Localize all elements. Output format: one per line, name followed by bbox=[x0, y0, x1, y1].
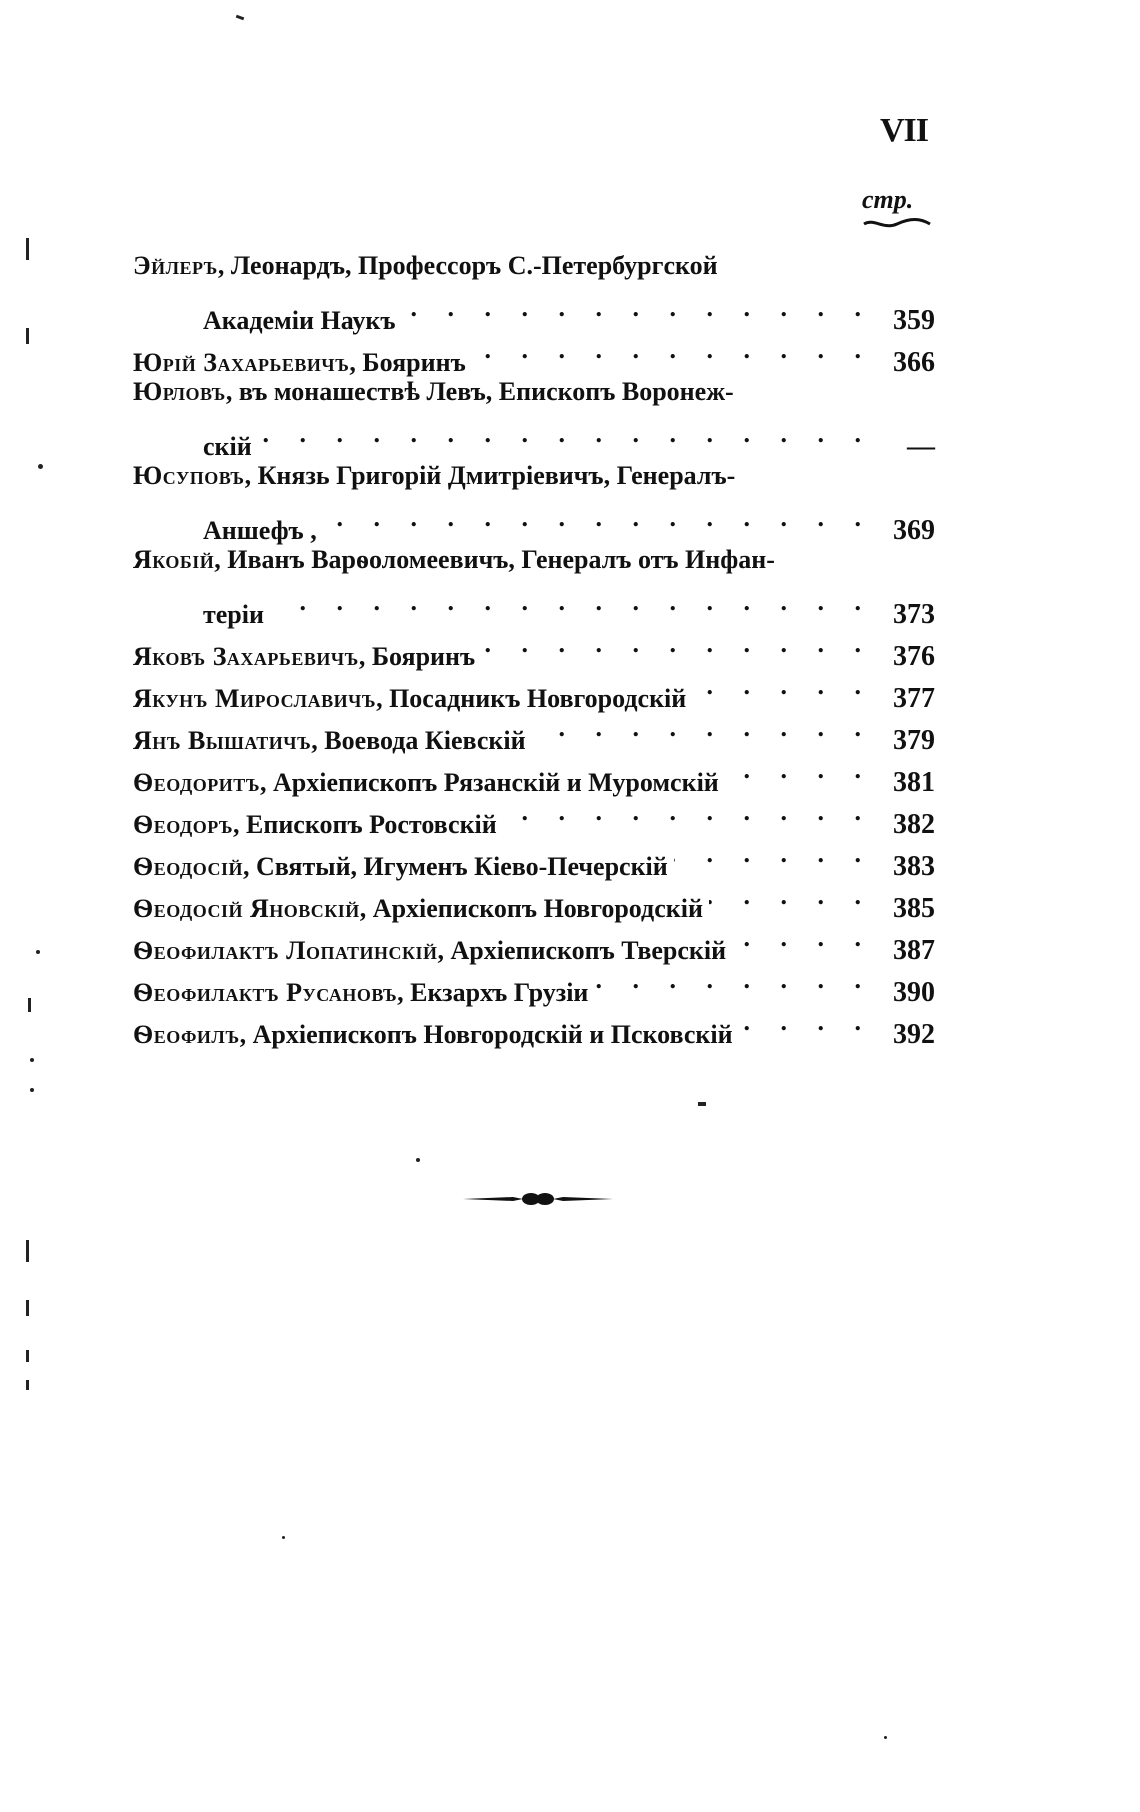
dot-leader bbox=[323, 497, 873, 539]
entry-description: , Князь Григорій Дмитріевичъ, Генералъ- bbox=[244, 461, 736, 490]
dot-leader bbox=[739, 1001, 873, 1043]
entry-description: , Святый, Игуменъ Кіево-Печерскій bbox=[242, 852, 668, 881]
dot-leader bbox=[532, 707, 873, 749]
toc-entry bbox=[133, 1001, 935, 1050]
entry-name: Юрловъ bbox=[133, 377, 226, 406]
entry-name: Яковъ Захарьевичъ bbox=[133, 642, 359, 671]
entry-name: Ѳеофилактъ Русановъ bbox=[133, 978, 398, 1007]
entry-page-number: 385 bbox=[893, 893, 935, 924]
entry-page-number: 382 bbox=[893, 809, 935, 840]
entry-continuation: теріи bbox=[203, 600, 264, 629]
dot-leader bbox=[692, 665, 873, 707]
scan-speck bbox=[884, 1736, 887, 1739]
toc-entry bbox=[133, 539, 935, 630]
scan-speck bbox=[282, 1536, 285, 1539]
entry-page-number: 366 bbox=[893, 347, 935, 378]
toc-entry bbox=[133, 875, 935, 924]
toc-entry bbox=[133, 791, 935, 840]
scan-speck bbox=[236, 15, 245, 21]
ornament-divider bbox=[463, 1188, 613, 1210]
table-of-contents bbox=[133, 245, 935, 1050]
entry-description: , въ монашествѣ Левъ, Епископъ Воронеж- bbox=[225, 377, 734, 406]
entry-page-number: 392 bbox=[893, 1019, 935, 1050]
toc-entry bbox=[133, 707, 935, 756]
scan-speck bbox=[38, 464, 43, 469]
page-column-header: стр. bbox=[862, 185, 914, 214]
column-header-flourish bbox=[862, 218, 932, 230]
scan-speck bbox=[30, 1088, 34, 1092]
entry-page-number: — bbox=[907, 431, 935, 462]
entry-description: , Иванъ Варѳоломеевичъ, Генералъ отъ Инфан- bbox=[214, 545, 775, 574]
entry-description: , Бояринъ bbox=[349, 348, 466, 377]
entry-description: , Екзархъ Грузіи bbox=[397, 978, 589, 1007]
dot-leader bbox=[709, 875, 873, 917]
entry-description: , Посадникъ Новгородскій bbox=[376, 684, 687, 713]
entry-name: Юсуповъ bbox=[133, 461, 245, 490]
toc-entry bbox=[133, 749, 935, 798]
dot-leader bbox=[725, 749, 873, 791]
entry-description: , Архіепископъ Новгородскій bbox=[359, 894, 703, 923]
scan-speck bbox=[26, 1380, 29, 1390]
entry-page-number: 369 bbox=[893, 515, 935, 546]
entry-name: Ѳеофилактъ Лопатинскій bbox=[133, 936, 438, 965]
dot-leader bbox=[594, 959, 873, 1001]
toc-entry bbox=[133, 917, 935, 966]
entry-page-number: 379 bbox=[893, 725, 935, 756]
entry-page-number: 373 bbox=[893, 599, 935, 630]
entry-name: Ѳеодосій bbox=[133, 852, 243, 881]
entry-name: Якунъ Мирославичъ bbox=[133, 684, 377, 713]
dot-leader bbox=[481, 623, 873, 665]
toc-entry bbox=[133, 623, 935, 672]
entry-description: , Воевода Кіевскій bbox=[311, 726, 526, 755]
entry-page-number: 381 bbox=[893, 767, 935, 798]
entry-continuation: Аншефъ , bbox=[203, 516, 317, 545]
entry-name: Янъ Вышатичъ bbox=[133, 726, 312, 755]
entry-description: , Архіепископъ Рязанскій и Муромскій bbox=[260, 768, 719, 797]
toc-entry bbox=[133, 329, 935, 378]
entry-page-number: 377 bbox=[893, 683, 935, 714]
entry-name: Якобій bbox=[133, 545, 215, 574]
scan-speck bbox=[26, 328, 29, 344]
entry-description: , Епископъ Ростовскій bbox=[233, 810, 497, 839]
dot-leader bbox=[270, 581, 873, 623]
toc-entry bbox=[133, 959, 935, 1008]
scan-speck bbox=[28, 998, 31, 1012]
entry-continuation: скій bbox=[203, 432, 252, 461]
entry-description: , Бояринъ bbox=[358, 642, 476, 671]
scan-speck bbox=[26, 1350, 29, 1362]
dot-leader bbox=[674, 833, 873, 875]
entry-page-number: 376 bbox=[893, 641, 935, 672]
entry-name: Ѳеодосій Яновскій bbox=[133, 894, 360, 923]
entry-page-number: 359 bbox=[893, 305, 935, 336]
dot-leader bbox=[732, 917, 873, 959]
scan-speck bbox=[26, 1240, 29, 1262]
entry-name: Юрій Захарьевичъ bbox=[133, 348, 350, 377]
scan-speck bbox=[416, 1158, 420, 1162]
entry-page-number: 387 bbox=[893, 935, 935, 966]
toc-entry bbox=[133, 371, 935, 462]
entry-continuation: Академіи Наукъ bbox=[203, 306, 396, 335]
dot-leader bbox=[402, 287, 873, 329]
entry-name: Ѳеодоритъ bbox=[133, 768, 260, 797]
scan-speck bbox=[36, 950, 40, 954]
entry-name: Эйлеръ bbox=[133, 251, 218, 280]
toc-entry bbox=[133, 833, 935, 882]
scan-speck bbox=[26, 1300, 29, 1316]
scan-speck bbox=[698, 1102, 706, 1106]
entry-page-number: 390 bbox=[893, 977, 935, 1008]
entry-description: , Архіепископъ Новгородскій и Псковскій bbox=[239, 1020, 733, 1049]
entry-name: Ѳеодоръ bbox=[133, 810, 233, 839]
entry-name: Ѳеофилъ bbox=[133, 1020, 240, 1049]
entry-page-number: 383 bbox=[893, 851, 935, 882]
scan-speck bbox=[30, 1058, 34, 1062]
toc-entry bbox=[133, 245, 935, 336]
dot-leader bbox=[472, 329, 873, 371]
toc-entry bbox=[133, 455, 935, 546]
scan-speck bbox=[26, 238, 29, 260]
entry-description: , Леонардъ, Профессоръ С.-Петербургской bbox=[217, 251, 718, 280]
toc-entry bbox=[133, 665, 935, 714]
dot-leader bbox=[503, 791, 873, 833]
entry-description: , Архіепископъ Тверскій bbox=[437, 936, 727, 965]
page-number: VII bbox=[880, 112, 929, 149]
dot-leader bbox=[258, 413, 873, 455]
